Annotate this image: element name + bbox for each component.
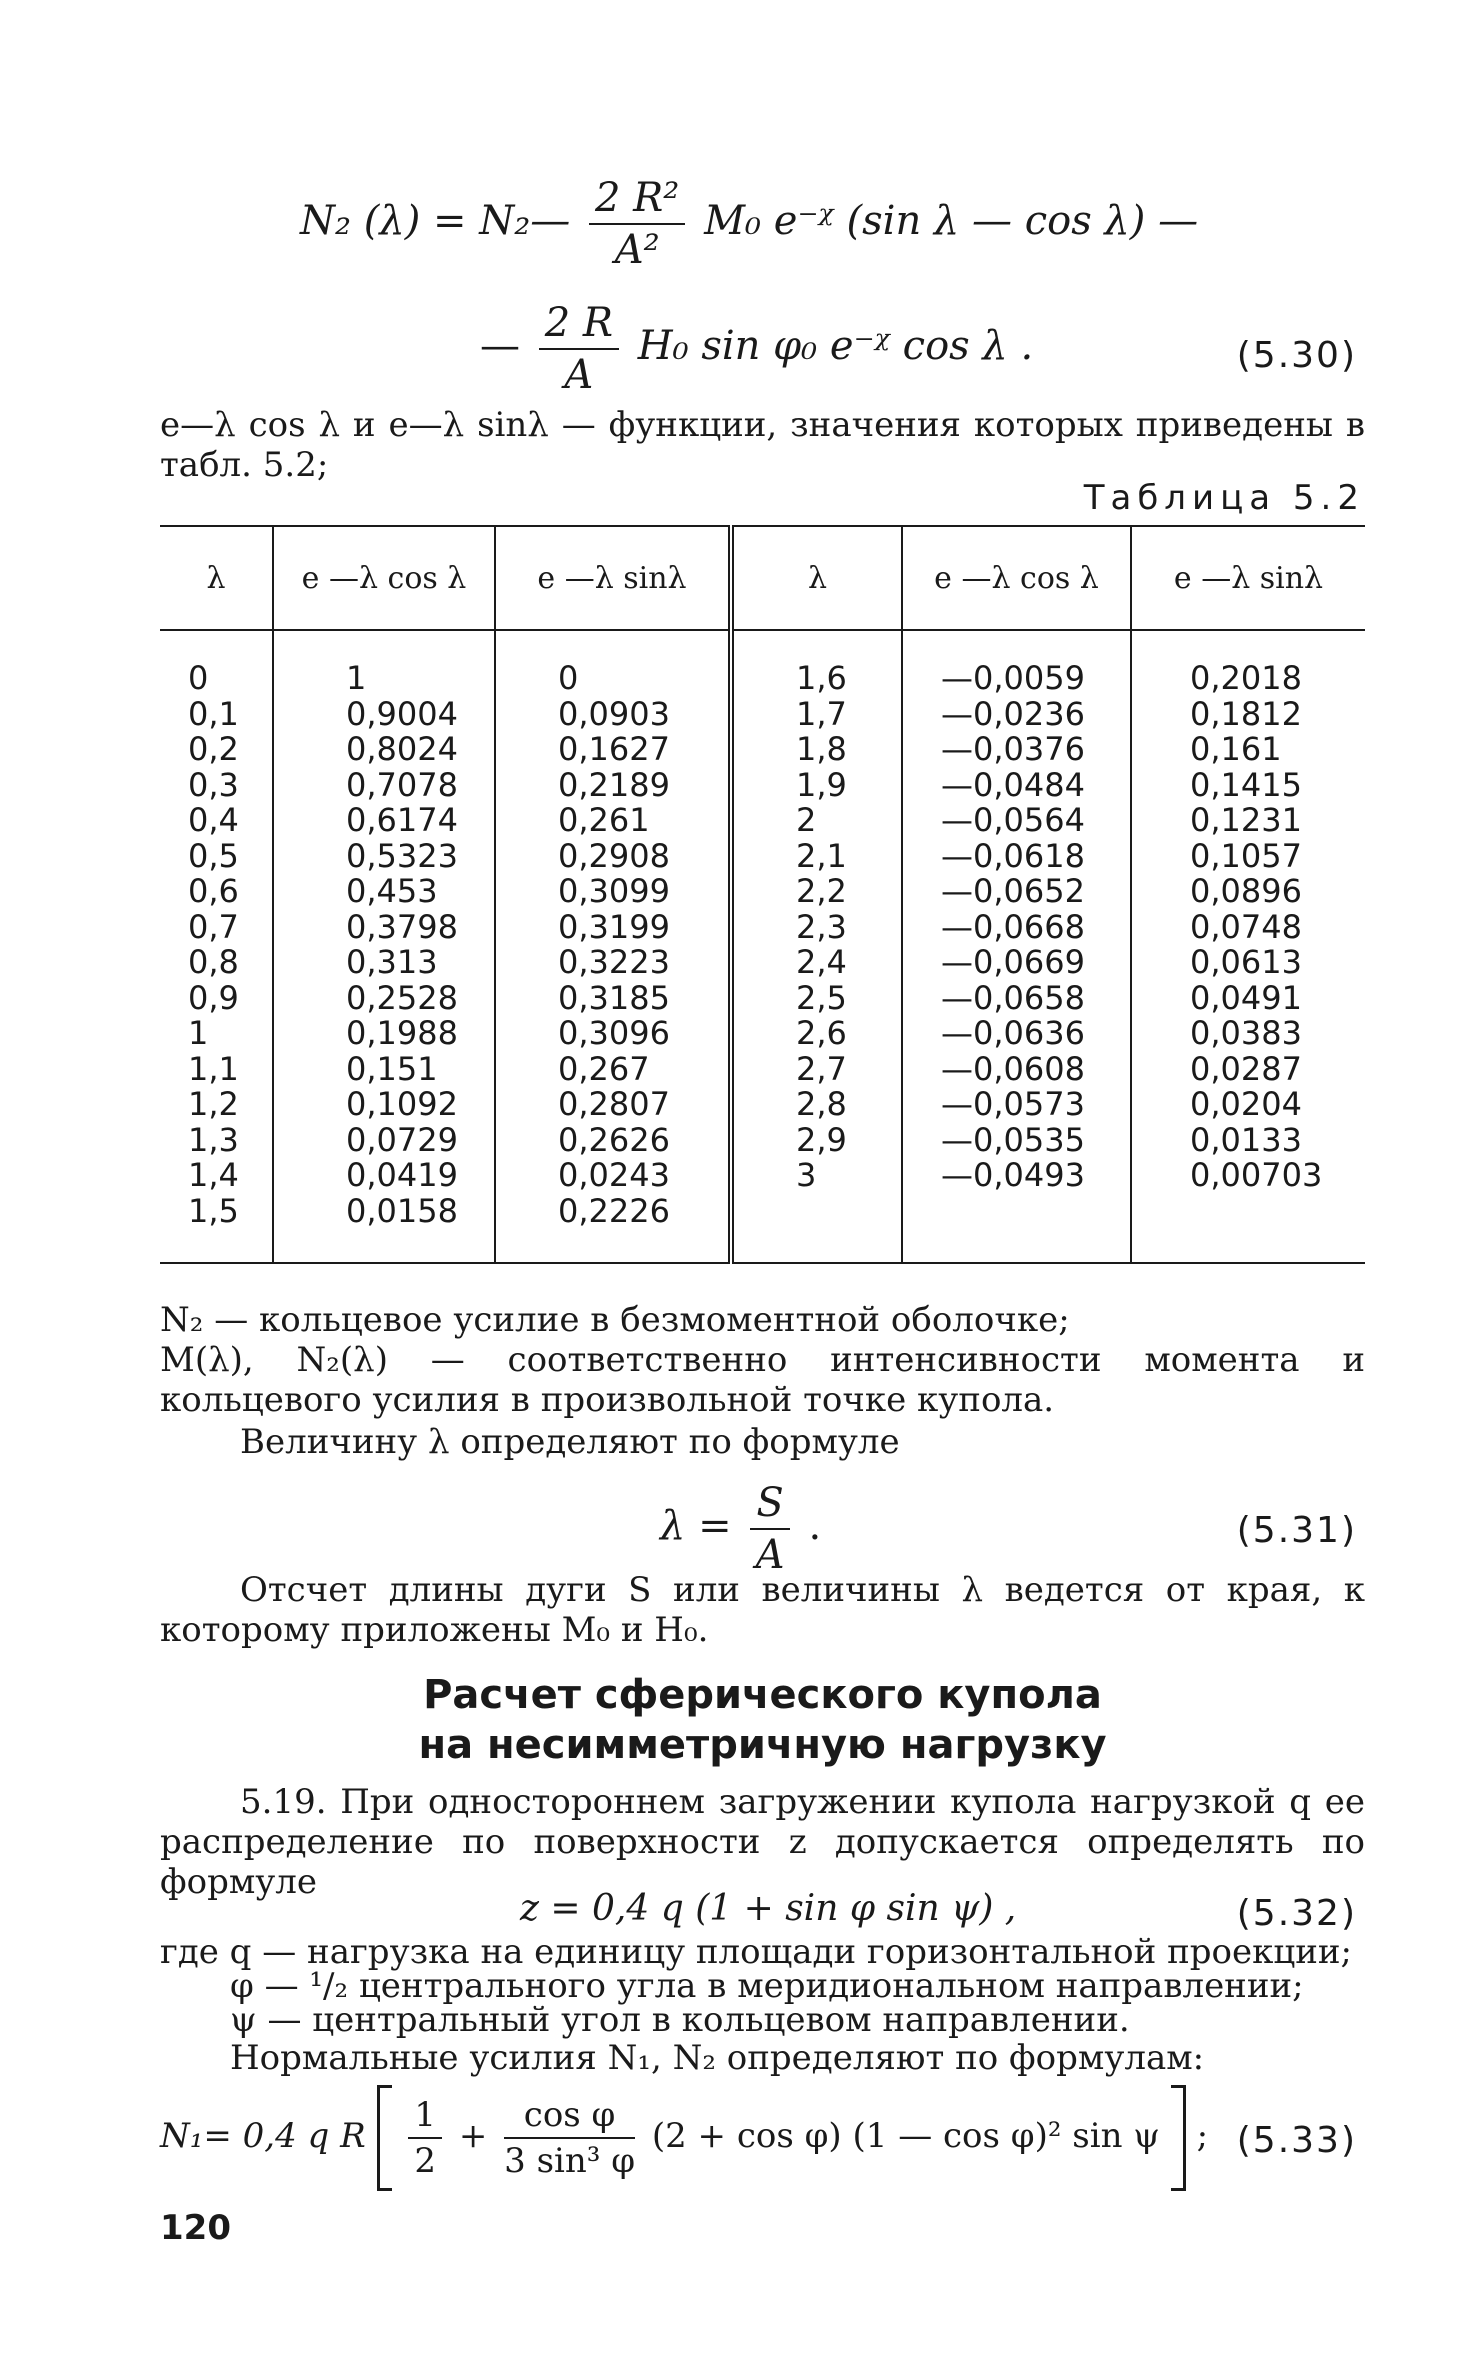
formula-lhs: N₂ (λ) = N₂— [300,198,571,244]
equation-number: (5.30) [1236,335,1357,376]
formula-lead: — [480,323,520,369]
formula-rhs: H₀ sin φ₀ e⁻ᵡ cos λ . [637,323,1034,369]
table-cell: 0,7078 [346,765,458,804]
header-lambda: λ [206,560,226,596]
section-heading [160,1670,1365,1770]
table-cell: 0,1231 [1190,801,1302,839]
paragraph-n2: N₂ — кольцевое усилие в безмоментной оболочке; [160,1300,1070,1340]
table-cell: 0,0419 [346,1156,458,1194]
table-cell: 0,0896 [1190,872,1302,910]
fraction-denominator: A² [614,227,660,273]
table-cell: 0,2528 [346,978,458,1017]
column-exp-sin [495,630,731,1263]
table-cell: 0,0204 [1190,1085,1302,1123]
fraction-numerator: 2 R [539,300,619,350]
table-cell: 0,1057 [1190,836,1302,875]
table-cell: 0,0383 [1190,1014,1302,1052]
table-caption: Таблица 5.2 [1083,478,1365,518]
table-cell: —0,0236 [941,694,1085,733]
fraction-numerator: S [750,1480,789,1530]
column-exp-sin-2 [1131,630,1365,1263]
paragraph-m: M(λ), N₂(λ) — соответственно интенсивности момента и кольцевого усилия в произвольной точке купола. [160,1340,1365,1420]
column-exp-cos [273,630,495,1263]
fraction [750,1480,789,1578]
table-cell: 1,5 [188,1191,239,1230]
table-cell: 0,2 [188,730,239,768]
table-cell: 0,3096 [558,1014,670,1052]
table-cell: 0,2908 [558,836,670,875]
paragraph-5-19: 5.19. При одностороннем загружении купола нагрузкой q ее распределение по поверхности z допускается определять по формуле [160,1782,1365,1902]
table-cell: 0,3185 [558,978,670,1017]
table-cell: 0,0748 [1190,907,1302,946]
table-cell: 0,151 [346,1049,438,1088]
table-cell: 2,1 [796,836,847,875]
plus-sign: + [458,2116,488,2156]
table-cell: 0,3199 [558,907,670,946]
table-cell: —0,0608 [941,1049,1085,1088]
table-cell: 0,3798 [346,907,458,946]
formula-5-31 [660,1480,821,1578]
table-cell: 0,453 [346,872,438,910]
paragraph-lambda: Величину λ определяют по формуле [240,1422,900,1462]
column-exp-cos-2 [902,630,1131,1263]
table-cell: 0 [188,659,209,697]
table-cell: 0,1415 [1190,765,1302,804]
formula-lhs: λ = [660,1503,732,1549]
table-cell: 0,0729 [346,1120,458,1159]
table-cell: 1,7 [796,694,847,733]
table-cell: 0,3099 [558,872,670,910]
table-cell: —0,0658 [941,978,1085,1017]
table-cell: 1,2 [188,1085,239,1123]
table-cell: 2 [796,801,817,839]
table-cell: 0,0243 [558,1156,670,1194]
table-cell: 0,4 [188,801,239,839]
table-cell: 0,7 [188,907,239,946]
fraction [589,175,685,273]
fraction-numerator: 2 R² [589,175,685,225]
table-cell: 0,2018 [1190,659,1302,697]
table-cell: 0,0158 [346,1191,458,1230]
table-cell: 0,2626 [558,1120,670,1159]
formula-rest: (2 + cos φ) (1 — cos φ)² sin ψ [651,2116,1160,2156]
table-cell: 0,161 [1190,730,1282,768]
table-cell: 2,8 [796,1085,847,1123]
table-cell: 1,4 [188,1156,239,1194]
table-cell: —0,0059 [941,659,1085,697]
table-cell: 0,0133 [1190,1120,1302,1159]
paragraph-where-3: ψ — центральный угол в кольцевом направлении. [230,2000,1130,2040]
table-cell: 0,313 [346,943,438,981]
fraction-denominator: A [755,1532,785,1578]
table-cell: 0 [558,659,579,697]
column-lambda [160,630,273,1263]
fraction-denominator: A [564,352,594,398]
table-cell: 0,2807 [558,1085,670,1123]
table-cell: 2,5 [796,978,847,1017]
fraction-numerator: cos φ [504,2095,635,2139]
formula-5-33 [160,2085,1208,2191]
fraction [408,2095,442,2181]
table-cell: —0,0573 [941,1085,1085,1123]
table-cell: 3 [796,1156,817,1194]
table-cell: 1,8 [796,730,847,768]
formula-5-30-line2 [480,300,1033,398]
table-cell: 0,9 [188,978,239,1017]
fraction [504,2095,635,2181]
table-cell: 2,3 [796,907,847,946]
table-cell: —0,0535 [941,1120,1085,1159]
table-cell: 0,8024 [346,730,458,768]
right-bracket [1171,2085,1186,2191]
table-cell: 0,3223 [558,943,670,981]
table-cell: 0,5323 [346,836,458,875]
fraction-denominator: 2 [414,2141,436,2181]
header-exp-sin-2: e —λ sinλ [1131,526,1365,630]
table-cell: 0,1092 [346,1085,458,1123]
table-cell: 0,0613 [1190,943,1302,981]
table-cell: 2,7 [796,1049,847,1088]
paragraph-arc: Отсчет длины дуги S или величины λ ведется от края, к которому приложены M₀ и H₀. [160,1570,1365,1650]
table-cell: 0,6174 [346,801,458,839]
table-cell: —0,0493 [941,1156,1085,1194]
table-cell: 0,0491 [1190,978,1302,1017]
table-cell: 0,0903 [558,694,670,733]
table-cell: —0,0376 [941,730,1085,768]
table-cell: 0,267 [558,1049,650,1088]
table-cell: 1 [188,1014,209,1052]
table-cell: —0,0618 [941,836,1085,875]
table-cell: 0,9004 [346,694,458,733]
fraction-numerator: 1 [408,2095,442,2139]
table-cell: 1 [346,659,367,697]
equation-number: (5.32) [1236,1893,1357,1934]
table-cell: 0,0287 [1190,1049,1302,1088]
header-exp-cos-2: e —λ cos λ [902,526,1131,630]
paragraph-where-2: φ — ¹/₂ центрального угла в меридиональном направлении; [230,1966,1304,2006]
table-5-2 [160,525,1365,1264]
table-cell: —0,0652 [941,872,1085,910]
table-cell: —0,0668 [941,907,1085,946]
table-cell: 0,2189 [558,765,670,804]
formula-5-30-line1 [300,175,1198,273]
heading-line-2: на несимметричную нагрузку [418,1722,1107,1768]
header-exp-cos: e —λ cos λ [273,526,495,630]
table-cell: 0,6 [188,872,239,910]
table-cell: 0,261 [558,801,650,839]
table-cell: —0,0636 [941,1014,1085,1052]
heading-line-1: Расчет сферического купола [423,1672,1102,1718]
table-cell: 0,00703 [1190,1156,1323,1194]
table-cell: —0,0669 [941,943,1085,981]
table-cell: —0,0484 [941,765,1085,804]
formula-5-32: z = 0,4 q (1 + sin φ sin ψ) , [520,1888,1017,1929]
table-cell: 0,1988 [346,1014,458,1052]
table-cell: 0,5 [188,836,239,875]
table-cell: 1,6 [796,659,847,697]
table-cell: 0,3 [188,765,239,804]
table-cell: 0,8 [188,943,239,981]
table-cell: 0,1627 [558,730,670,768]
table-cell: 2,9 [796,1120,847,1159]
page-number: 120 [160,2208,231,2248]
paragraph-functions: e—λ cos λ и e—λ sinλ — функции, значения которых приведены в табл. 5.2; [160,405,1365,485]
table-cell: 1,9 [796,765,847,804]
formula-rhs: M₀ e⁻ᵡ (sin λ — cos λ) — [704,198,1199,244]
formula-lhs: N₁= 0,4 q R [160,2116,366,2156]
fraction [539,300,619,398]
paragraph-normal: Нормальные усилия N₁, N₂ определяют по формулам: [230,2038,1205,2078]
header-lambda-2: λ [731,526,902,630]
header-exp-sin: e —λ sinλ [495,526,731,630]
table-cell: 0,1812 [1190,694,1302,733]
paragraph-where-1: где q — нагрузка на единицу площади горизонтальной проекции; [160,1932,1352,1972]
formula-tail: ; [1196,2116,1209,2156]
table-cell: 2,2 [796,872,847,910]
equation-number: (5.33) [1236,2120,1357,2161]
left-bracket [377,2085,392,2191]
table-cell: 1,3 [188,1120,239,1159]
table-cell: 2,6 [796,1014,847,1052]
fraction-denominator: 3 sin³ φ [504,2141,636,2181]
column-lambda-2 [731,630,902,1263]
formula-tail: . [808,1503,822,1549]
table-cell: 1,1 [188,1049,239,1088]
table-cell: —0,0564 [941,801,1085,839]
table-cell: 2,4 [796,943,847,981]
table-cell: 0,2226 [558,1191,670,1230]
equation-number: (5.31) [1236,1510,1357,1551]
table-cell: 0,1 [188,694,239,733]
